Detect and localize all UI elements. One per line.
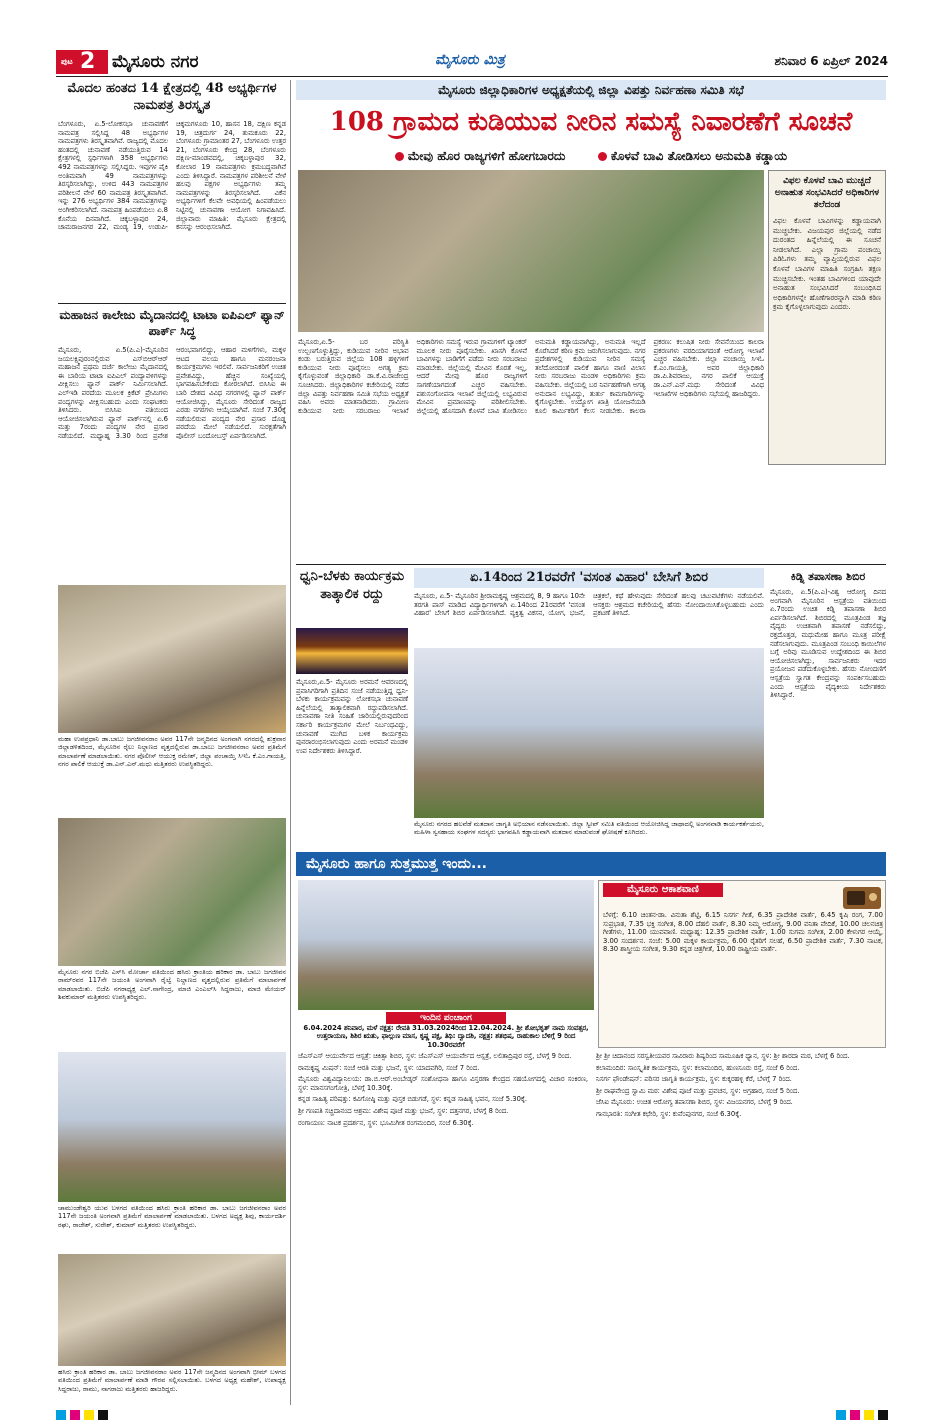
park-headline: ಮಹಾಜನ ಕಾಲೇಜು ಮೈದಾನದಲ್ಲಿ ಟಾಟಾ ಐಪಿಎಲ್ ಫ್ಯಾನ್ ಪಾರ್ಕ್ ಸಿದ್ಧ (59, 308, 285, 338)
borewell-body: ವಿಫಲ ಕೊಳವೆ ಬಾವಿಗಳನ್ನು ಕಡ್ಡಾಯವಾಗಿ ಮುಚ್ಚಬೇಕು. ವಿಜಯಪುರ ಜಿಲ್ಲೆಯಲ್ಲಿ ನಡೆದ ದುರಂತದ ಹಿನ್ನೆಲೆಯಲ್ಲಿ ಈ ಸೂಚನೆ ನೀಡಲಾಗಿದೆ. ಎಲ್ಲಾ ಗ್ರಾಮ ಪಂಚಾಯ್ತಿ ಪಿಡಿಓಗಳು ತಮ್ಮ ವ್ಯಾಪ್ತಿಯಲ್ಲಿರುವ ವಿಫಲ ಕೊಳವೆ ಬಾವಿಗಳ ಮಾಹಿತಿ ಸಂಗ್ರಹಿಸಿ ತಕ್ಷಣ ಮುಚ್ಚಿಸಬೇಕು. ಇಂತಹ ಬಾವಿಗಳಿಂದ ಯಾವುದೇ ಅನಾಹುತ ಸಂಭವಿಸಿದರೆ ಸಂಬಂಧಿಸಿದ ಅಧಿಕಾರಿಗಳನ್ನೇ ಹೊಣೆಗಾರರನ್ನಾಗಿ ಮಾಡಿ ಕಠಿಣ ಕ್ರಮ ಕೈಗೊಳ್ಳಲಾಗುವುದು ಎಂದರು. (773, 217, 881, 312)
lead-body: ಮೈಸೂರು,ಏ.5- ಬರ ಪರಿಸ್ಥಿತಿ ಉಲ್ಬಣಗೊಳ್ಳುತ್ತಿದ್ದು, ಕುಡಿಯುವ ನೀರಿನ ಅಭಾವ ಕಂಡು ಬರುತ್ತಿರುವ ಜಿಲ್ಲೆಯ 108 ಹಳ್ಳಿಗಳಿಗೆ ಕುಡಿಯುವ ನೀರು ಪೂರೈಸಲು ಅಗತ್ಯ ಕ್ರಮ ಕೈಗೊಳ್ಳುವಂತೆ ಜಿಲ್ಲಾಧಿಕಾರಿ ಡಾ.ಕೆ.ವಿ.ರಾಜೇಂದ್ರ ಸೂಚಿಸಿದರು. ಜಿಲ್ಲಾಧಿಕಾರಿಗಳ ಕಚೇರಿಯಲ್ಲಿ ನಡೆದ ಜಿಲ್ಲಾ ವಿಪತ್ತು ನಿರ್ವಹಣಾ ಸಮಿತಿ ಸಭೆಯ ಅಧ್ಯಕ್ಷತೆ ವಹಿಸಿ ಅವರು ಮಾತನಾಡಿದರು. ಗ್ರಾಮೀಣ ಕುಡಿಯುವ ನೀರು ಸರಬರಾಜು ಇಲಾಖೆ ಅಧಿಕಾರಿಗಳು ಸಮಸ್ಯೆ ಇರುವ ಗ್ರಾಮಗಳಿಗೆ ಟ್ಯಾಂಕರ್ ಮೂಲಕ ನೀರು ಪೂರೈಸಬೇಕು. ಖಾಸಗಿ ಕೊಳವೆ ಬಾವಿಗಳನ್ನು ಬಾಡಿಗೆಗೆ ಪಡೆದು ನೀರು ಸರಬರಾಜು ಮಾಡಬೇಕು. ಜಿಲ್ಲೆಯಲ್ಲಿ ಮೇವಿನ ಕೊರತೆ ಇಲ್ಲ, ಆದರೆ ಮೇವು ಹೊರ ರಾಜ್ಯಗಳಿಗೆ ಸಾಗಣೆಯಾಗದಂತೆ ಎಚ್ಚರ ವಹಿಸಬೇಕು. ಪಶುಸಂಗೋಪನಾ ಇಲಾಖೆ ಜಿಲ್ಲೆಯಲ್ಲಿ ಲಭ್ಯವಿರುವ ಮೇವಿನ ಪ್ರಮಾಣವನ್ನು ಪರಿಶೀಲಿಸಬೇಕು. ಜಿಲ್ಲೆಯಲ್ಲಿ ಹೊಸದಾಗಿ ಕೊಳವೆ ಬಾವಿ ತೋಡಿಸಲು ಅನುಮತಿ ಕಡ್ಡಾಯವಾಗಿದ್ದು, ಅನುಮತಿ ಇಲ್ಲದೆ ಕೊರೆಸಿದರೆ ಕಠಿಣ ಕ್ರಮ ಜರುಗಿಸಲಾಗುವುದು. ನಗರ ಪ್ರದೇಶಗಳಲ್ಲಿ ಕುಡಿಯುವ ನೀರಿನ ಸಮಸ್ಯೆ ತಲೆದೋರದಂತೆ ಪಾಲಿಕೆ ಹಾಗೂ ವಾಣಿ ವಿಲಾಸ ನೀರು ಸರಬರಾಜು ಮಂಡಳಿ ಅಧಿಕಾರಿಗಳು ಕ್ರಮ ವಹಿಸಬೇಕು. ಜಿಲ್ಲೆಯಲ್ಲಿ ಬರ ನಿರ್ವಹಣೆಗಾಗಿ ಅಗತ್ಯ ಅನುದಾನ ಲಭ್ಯವಿದ್ದು, ತುರ್ತು ಕಾಮಗಾರಿಗಳನ್ನು ಕೈಗೊಳ್ಳಬೇಕು. ಉದ್ಯೋಗ ಖಾತ್ರಿ ಯೋಜನೆಯಡಿ ಕೂಲಿ ಕಾರ್ಮಿಕರಿಗೆ ಕೆಲಸ ನೀಡಬೇಕು. ಕಾಲರಾ ಪ್ರಕರಣ: ಕಲುಷಿತ ನೀರು ಸೇವನೆಯಿಂದ ಕಾಲರಾ ಪ್ರಕರಣಗಳು ವರದಿಯಾಗದಂತೆ ಆರೋಗ್ಯ ಇಲಾಖೆ ಎಚ್ಚರ ವಹಿಸಬೇಕು. ಜಿಲ್ಲಾ ಪಂಚಾಯ್ತಿ ಸಿಇಓ ಕೆ.ಎಂ.ಗಾಯತ್ರಿ, ಅಪರ ಜಿಲ್ಲಾಧಿಕಾರಿ ಡಾ.ಪಿ.ಶಿವರಾಜು, ನಗರ ಪಾಲಿಕೆ ಆಯುಕ್ತೆ ಡಾ.ಎನ್.ಎನ್.ಮಧು ಸೇರಿದಂತೆ ವಿವಿಧ ಇಲಾಖೆಗಳ ಅಧಿಕಾರಿಗಳು ಸಭೆಯಲ್ಲಿ ಹಾಜರಿದ್ದರು. (298, 338, 764, 415)
listing-item: ಮೈಸೂರು ವಿಶ್ವವಿದ್ಯಾನಿಲಯ: ಡಾ.ಬಿ.ಆರ್.ಅಂಬೇಡ್ಕರ್ ಸಂಶೋಧನಾ ಹಾಗೂ ವಿಸ್ತರಣಾ ಕೇಂದ್ರದ ಸಹಯೋಗದಲ್ಲಿ ವಿಚಾರ ಸಂಕಿರಣ, ಸ್ಥಳ: ಮಾನಸಗಂಗೋತ್ರಿ, ಬೆಳಗ್ಗೆ 10.30ಕ್ಕೆ. (298, 1075, 588, 1092)
listings-right (596, 1052, 886, 1404)
issue-date: ಶನಿವಾರ 6 ಏಪ್ರಿಲ್ 2024 (774, 54, 888, 68)
panchanga-box (298, 1012, 594, 1048)
listing-item: ಕಲಾಮಂದಿರ: ಸಾಂಸ್ಕೃತಿಕ ಕಾರ್ಯಕ್ರಮ, ಸ್ಥಳ: ಕಲಾಮಂದಿರ, ಹುಣಸೂರು ರಸ್ತೆ, ಸಂಜೆ 6 ರಿಂದ. (596, 1063, 800, 1072)
bullet-dot-icon (395, 152, 404, 161)
lightshow-headline: ಧ್ವನಿ-ಬೆಳಕು ಕಾರ್ಯಕ್ರಮ ತಾತ್ಕಾಲಿಕ ರದ್ದು (299, 569, 405, 602)
listing-item: ಜೆಎಸ್‌ಎಸ್ ಆಯುರ್ವೇದ ಆಸ್ಪತ್ರೆ: ಚಿಕಿತ್ಸಾ ಶಿಬಿರ, ಸ್ಥಳ: ಜೆಎಸ್‌ಎಸ್ ಆಯುರ್ವೇದ ಆಸ್ಪತ್ರೆ, ಲಲಿತಾದ್ರಿಪುರ ರಸ್ತೆ, ಬೆಳಗ್ಗೆ 9 ರಿಂದ. (298, 1052, 572, 1060)
listing-item: ನಿಸರ್ಗ ಫೌಂಡೇಷನ್: ಪರಿಸರ ಜಾಗೃತಿ ಕಾರ್ಯಕ್ರಮ, ಸ್ಥಳ: ಕುಕ್ಕರಹಳ್ಳಿ ಕೆರೆ, ಬೆಳಗ್ಗೆ 7 ರಿಂದ. (596, 1075, 792, 1084)
borewell-sidebar (768, 170, 886, 465)
registration-magenta (70, 1410, 80, 1420)
registration-cyan (836, 1410, 846, 1420)
photo-statue-4 (58, 1254, 286, 1366)
camp-headline: ಏ.14ರಿಂದ 21ರವರೆಗೆ 'ವಸಂತ ವಿಹಾರ' ಬೇಸಿಗೆ ಶಿಬಿರ (414, 568, 764, 588)
section-title: ಮೈಸೂರು ನಗರ (112, 52, 199, 72)
caption-statue-1: ಮಹಾ ಉಪಪ್ರಧಾನಿ ಡಾ.ಬಾಬು ಜಗಜೀವನರಾಂ ಅವರ 117ನೇ ಜನ್ಮದಿನದ ಅಂಗವಾಗಿ ನಗರದಲ್ಲಿ ಶುಕ್ರವಾರ ಜಿಲ್ಲಾಡಳಿತದಿಂದ, ಮೈಸೂರಿನ ರೈಲು ನಿಲ್ದಾಣದ ವೃತ್ತದಲ್ಲಿರುವ ಡಾ.ಬಾಬು ಜಗಜೀವನರಾಂ ಅವರ ಪ್ರತಿಮೆಗೆ ಮಾಲಾರ್ಪಣೆ ಮಾಡಲಾಯಿತು. ನಗರ ಪೊಲೀಸ್ ಆಯುಕ್ತ ರಮೇಶ್, ಜಿಲ್ಲಾ ಪಂಚಾಯ್ತಿ ಸಿಇಓ ಕೆ.ಎಂ.ಗಾಯತ್ರಿ, ನಗರ ಪಾಲಿಕೆ ಆಯುಕ್ತೆ ಡಾ.ಎನ್.ಎನ್.ಮಧು ಮತ್ತಿತರರು ಉಪಸ್ಥಿತರಿದ್ದರು. (58, 735, 286, 769)
caption-statue-2: ಮೈಸೂರು ನಗರ ಬಿಜೆಪಿ ಎಸ್‌ಸಿ ಮೋರ್ಚಾ ವತಿಯಿಂದ ಹಸಿರು ಕ್ರಾಂತಿಯ ಹರಿಕಾರ ಡಾ. ಬಾಬು ಜಗಜೀವನ ರಾಮ್‌ರವರ 117ನೇ ಜಯಂತಿ ಅಂಗವಾಗಿ ರೈಲ್ವೆ ನಿಲ್ದಾಣದ ವೃತ್ತದಲ್ಲಿರುವ ಪ್ರತಿಮೆಗೆ ಮಾಲಾರ್ಪಣೆ ಮಾಡಲಾಯಿತು. ಬಿಜೆಪಿ ನಗರಾಧ್ಯಕ್ಷ ಎಲ್.ನಾಗೇಂದ್ರ, ಮಾಜಿ ಎಂಎಲ್‌ಸಿ ಸಿದ್ದರಾಜು, ಮಾಜಿ ಮೇಯರ್ ಶಿವಕುಮಾರ್ ಮತ್ತಿತರರು ಉಪಸ್ಥಿತರಿದ್ದರು. (58, 968, 286, 1002)
column-separator (290, 80, 291, 1405)
voter-awareness-caption: ಮೈಸೂರು ನಗರದ ಹಲವೆಡೆ ಮತದಾನ ಜಾಗೃತಿ ಅಭಿಯಾನ ನಡೆಸಲಾಯಿತು. ಜಿಲ್ಲಾ ಸ್ವೀಪ್ ಸಮಿತಿ ವತಿಯಿಂದ ಆಯೋಜಿಸಿದ್ದ ಜಾಥಾದಲ್ಲಿ ಅಂಗನವಾಡಿ ಕಾರ್ಯಕರ್ತೆಯರು, ಮಹಿಳಾ ಸ್ವಸಹಾಯ ಸಂಘಗಳ ಸದಸ್ಯರು ಭಾಗವಹಿಸಿ ಕಡ್ಡಾಯವಾಗಿ ಮತದಾನ ಮಾಡುವಂತೆ ಘೋಷಣೆ ಕೂಗಿದರು. (414, 820, 764, 837)
lead-kicker: ಮೈಸೂರು ಜಿಲ್ಲಾಧಿಕಾರಿಗಳ ಅಧ್ಯಕ್ಷತೆಯಲ್ಲಿ ಜಿಲ್ಲಾ ವಿಪತ್ತು ನಿರ್ವಹಣಾ ಸಮಿತಿ ಸಭೆ (296, 80, 886, 100)
kidney-camp-body: ಮೈಸೂರು, ಏ.5(ಪಿ.ಎ)-ವಿಶ್ವ ಆರೋಗ್ಯ ದಿನದ ಅಂಗವಾಗಿ ಮೈಸೂರಿನ ಆಸ್ಪತ್ರೆಯ ವತಿಯಿಂದ ಏ.7ರಂದು ಉಚಿತ ಕಿಡ್ನಿ ತಪಾಸಣಾ ಶಿಬಿರ ಏರ್ಪಡಿಸಲಾಗಿದೆ. ಶಿಬಿರದಲ್ಲಿ ಮೂತ್ರಪಿಂಡ ತಜ್ಞ ವೈದ್ಯರು ಉಚಿತವಾಗಿ ತಪಾಸಣೆ ನಡೆಸಲಿದ್ದು, ರಕ್ತದೊತ್ತಡ, ಮಧುಮೇಹ ಹಾಗೂ ಮೂತ್ರ ಪರೀಕ್ಷೆ ನಡೆಸಲಾಗುವುದು. ಮೂತ್ರಪಿಂಡ ಸಂಬಂಧಿ ಕಾಯಿಲೆಗಳ ಬಗ್ಗೆ ಅರಿವು ಮೂಡಿಸುವ ಉದ್ದೇಶದಿಂದ ಈ ಶಿಬಿರ ಆಯೋಜಿಸಲಾಗಿದ್ದು, ಸಾರ್ವಜನಿಕರು ಇದರ ಪ್ರಯೋಜನ ಪಡೆದುಕೊಳ್ಳಬೇಕು. ಹೆಸರು ನೋಂದಣಿಗೆ ಆಸ್ಪತ್ರೆಯ ಸ್ವಾಗತ ಕೇಂದ್ರವನ್ನು ಸಂಪರ್ಕಿಸಬಹುದು ಎಂದು ಆಸ್ಪತ್ರೆಯ ವೈದ್ಯಕೀಯ ನಿರ್ದೇಶಕರು ತಿಳಿಸಿದ್ದಾರೆ. (770, 588, 886, 700)
voter-awareness-photo (414, 648, 764, 818)
registration-yellow (84, 1410, 94, 1420)
lead-bullet-1: ಮೇವು ಹೊರ ರಾಜ್ಯಗಳಿಗೆ ಹೋಗಬಾರದು (395, 149, 566, 163)
radio-title: ಮೈಸೂರು ಆಕಾಶವಾಣಿ (603, 883, 723, 897)
paper-name: ಮೈಸೂರು ಮಿತ್ರ (435, 52, 505, 68)
radio-body: ಬೆಳಗ್ಗೆ: 6.10 ಚಿಂತನ-ಡಾ. ವಿನುತಾ ಶೆಟ್ಟಿ, 6.15 ನಿಸರ್ಗ ಗೀತೆ, 6.35 ಪ್ರಾದೇಶಿಕ ವಾರ್ತೆ, 6.45 ಕೃಷಿ ರಂಗ, 7.00 ಸುಪ್ರಭಾತ, 7.35 ಭಕ್ತಿ ಸಂಗೀತ, 8.00 ದೆಹಲಿ ವಾರ್ತೆ, 8.30 ನಿಮ್ಮ ಆರೋಗ್ಯ, 9.00 ವನಿತಾ ವೇದಿಕೆ, 10.00 ಚಲನಚಿತ್ರ ಗೀತೆಗಳು, 11.00 ಯುವವಾಣಿ. ಮಧ್ಯಾಹ್ನ: 12.35 ಪ್ರಾದೇಶಿಕ ವಾರ್ತೆ, 1.00 ಸುಗಮ ಸಂಗೀತ, 2.00 ಕೇಳುಗರ ಆಯ್ಕೆ, 3.00 ಸಂದರ್ಶನ. ಸಂಜೆ: 5.00 ಮಕ್ಕಳ ಕಾರ್ಯಕ್ರಮ, 6.00 ರೈತರಿಗೆ ಸಲಹೆ, 6.50 ಪ್ರಾದೇಶಿಕ ವಾರ್ತೆ, 7.30 ನಾಟಕ, 8.30 ಶಾಸ್ತ್ರೀಯ ಸಂಗೀತ, 9.30 ಕನ್ನಡ ಚಿತ್ರಗೀತೆ, 10.00 ರಾಷ್ಟ್ರೀಯ ವಾರ್ತೆ. (603, 911, 883, 954)
listing-item: ಶ್ರೀ ಗಣಪತಿ ಸಚ್ಚಿದಾನಂದ ಆಶ್ರಮ: ವಿಶೇಷ ಪೂಜೆ ಮತ್ತು ಭಜನೆ, ಸ್ಥಳ: ದತ್ತನಗರ, ಬೆಳಗ್ಗೆ 8 ರಿಂದ. (298, 1106, 509, 1115)
bullet-dot-icon (598, 152, 607, 161)
caption-statue-3: ಚಾಮುಂಡೇಶ್ವರಿ ಯುವ ಬಳಗದ ವತಿಯಿಂದ ಹಸಿರು ಕ್ರಾಂತಿ ಹರಿಕಾರ ಡಾ. ಬಾಬು ಜಗಜೀವನರಾಂ ಅವರ 117ನೇ ಜಯಂತಿ ಅಂಗವಾಗಿ ಪ್ರತಿಮೆಗೆ ಮಾಲಾರ್ಪಣೆ ಮಾಡಲಾಯಿತು. ಬಳಗದ ಅಧ್ಯಕ್ಷ ಶಿವು, ಕಾರ್ಯದರ್ಶಿ ರಘು, ರಾಜೇಶ್, ಸುರೇಶ್, ಕುಮಾರ್ ಮತ್ತಿತರರು ಉಪಸ್ಥಿತರಿದ್ದರು. (58, 1204, 286, 1229)
borewell-title: ವಿಫಲ ಕೊಳವೆ ಬಾವಿ ಮುಚ್ಚದೆ ಅನಾಹುತ ಸಂಭವಿಸಿದರೆ ಅಧಿಕಾರಿಗಳ ತಲೆದಂಡ (774, 176, 880, 210)
photo-statue-2 (58, 818, 286, 966)
today-banner: ಮೈಸೂರು ಹಾಗೂ ಸುತ್ತಮುತ್ತ ಇಂದು... (296, 852, 886, 876)
listing-item: ರಾಮಕೃಷ್ಣ ಮಿಷನ್: ಸಂಜೆ ಆರತಿ ಮತ್ತು ಭಜನೆ, ಸ್ಥಳ: ಯಾದವಗಿರಿ, ಸಂಜೆ 7 ರಿಂದ. (298, 1063, 480, 1072)
registration-black (878, 1410, 888, 1420)
meeting-photo (298, 170, 764, 332)
panchanga-title: ಇಂದಿನ ಪಂಚಾಂಗ (386, 1012, 506, 1024)
photo-statue-3 (58, 1052, 286, 1202)
masthead-rule (56, 76, 888, 77)
photo-statue-1 (58, 585, 286, 733)
page-label: ಪುಟ (61, 57, 73, 66)
registration-black (98, 1410, 108, 1420)
lightshow-body: ಮೈಸೂರು,ಏ.5- ಮೈಸೂರು ಅರಮನೆ ಆವರಣದಲ್ಲಿ ಪ್ರವಾಸಿಗರಿಗಾಗಿ ಪ್ರತಿದಿನ ಸಂಜೆ ನಡೆಯುತ್ತಿದ್ದ ಧ್ವನಿ-ಬೆಳಕು ಕಾರ್ಯಕ್ರಮವನ್ನು ಲೋಕಸಭಾ ಚುನಾವಣೆ ಹಿನ್ನೆಲೆಯಲ್ಲಿ ತಾತ್ಕಾಲಿಕವಾಗಿ ರದ್ದುಪಡಿಸಲಾಗಿದೆ. ಚುನಾವಣಾ ನೀತಿ ಸಂಹಿತೆ ಜಾರಿಯಲ್ಲಿರುವುದರಿಂದ ಸರ್ಕಾರಿ ಕಾರ್ಯಕ್ರಮಗಳ ಮೇಲೆ ನಿರ್ಬಂಧವಿದ್ದು, ಚುನಾವಣೆ ಮುಗಿದ ಬಳಿಕ ಕಾರ್ಯಕ್ರಮ ಪುನರಾರಂಭಿಸಲಾಗುವುದು ಎಂದು ಅರಮನೆ ಮಂಡಳಿ ಉಪ ನಿರ್ದೇಶಕರು ತಿಳಿಸಿದ್ದಾರೆ. (296, 678, 408, 755)
registration-cyan (56, 1410, 66, 1420)
park-body: ಮೈಸೂರು, ಏ.5(ಪಿ.ಎ)-ಮೈಸೂರಿನ ಜಯಲಕ್ಷ್ಮಿಪುರಂನಲ್ಲಿರುವ ಎಸ್‌ಬಿಆರ್‌ಆರ್ ಮಹಾಜನ ಪ್ರಥಮ ದರ್ಜೆ ಕಾಲೇಜು ಮೈದಾನದಲ್ಲಿ ಈ ಬಾರಿಯ ಟಾಟಾ ಐಪಿಎಲ್ ಪಂದ್ಯಾವಳಿಗಳನ್ನು ವೀಕ್ಷಿಸಲು ಫ್ಯಾನ್ ಪಾರ್ಕ್ ನಿರ್ಮಿಸಲಾಗಿದೆ. ಎಲ್‌ಇಡಿ ಪರದೆಯ ಮೂಲಕ ಕ್ರಿಕೆಟ್ ಪ್ರೇಮಿಗಳು ಪಂದ್ಯಗಳನ್ನು ವೀಕ್ಷಿಸಬಹುದು ಎಂದು ಸಂಘಟಕರು ತಿಳಿಸಿದರು. ಬಿಸಿಸಿಐ ವತಿಯಿಂದ ಆಯೋಜಿಸಲಾಗಿರುವ ಫ್ಯಾನ್ ಪಾರ್ಕ್‌ನಲ್ಲಿ ಏ.6 ಮತ್ತು 7ರಂದು ಪಂದ್ಯಗಳ ನೇರ ಪ್ರಸಾರ ನಡೆಯಲಿದೆ. ಮಧ್ಯಾಹ್ನ 3.30 ರಿಂದ ಪ್ರವೇಶ ಆರಂಭವಾಗಲಿದ್ದು, ಆಹಾರ ಮಳಿಗೆಗಳು, ಮಕ್ಕಳ ಆಟದ ವಲಯ ಹಾಗೂ ಮನರಂಜನಾ ಕಾರ್ಯಕ್ರಮಗಳು ಇರಲಿವೆ. ಸಾರ್ವಜನಿಕರಿಗೆ ಉಚಿತ ಪ್ರವೇಶವಿದ್ದು, ಹೆಚ್ಚಿನ ಸಂಖ್ಯೆಯಲ್ಲಿ ಭಾಗವಹಿಸಬೇಕೆಂದು ಕೋರಲಾಗಿದೆ. ಬಿಸಿಸಿಐ ಈ ಬಾರಿ ದೇಶದ ವಿವಿಧ ನಗರಗಳಲ್ಲಿ ಫ್ಯಾನ್ ಪಾರ್ಕ್ ಆಯೋಜಿಸಿದ್ದು, ಮೈಸೂರು ಸೇರಿದಂತೆ ರಾಜ್ಯದ ಎರಡು ನಗರಗಳು ಆಯ್ಕೆಯಾಗಿವೆ. ಸಂಜೆ 7.30ಕ್ಕೆ ನಡೆಯಲಿರುವ ಪಂದ್ಯದ ನೇರ ಪ್ರಸಾರ ದೊಡ್ಡ ಪರದೆಯ ಮೇಲೆ ನಡೆಯಲಿದೆ. ಸುರಕ್ಷತೆಗಾಗಿ ಪೊಲೀಸ್ ಬಂದೋಬಸ್ತ್ ಏರ್ಪಡಿಸಲಾಗಿದೆ. (58, 346, 286, 440)
kidney-camp-headline: ಕಿಡ್ನಿ ತಪಾಸಣಾ ಶಿಬಿರ (790, 570, 866, 583)
lead-bullets (296, 146, 886, 166)
listing-item: ಶ್ರೀ ರಾಘವೇಂದ್ರ ಸ್ವಾಮಿ ಮಠ: ವಿಶೇಷ ಪೂಜೆ ಮತ್ತು ಪ್ರವಚನ, ಸ್ಥಳ: ಅಗ್ರಹಾರ, ಸಂಜೆ 5 ರಿಂದ. (596, 1086, 800, 1095)
caption-statue-4: ಹಸಿರು ಕ್ರಾಂತಿ ಹರಿಕಾರ ಡಾ. ಬಾಬು ಜಗಜೀವನರಾಂ ಅವರ 117ನೇ ಜನ್ಮದಿನದ ಅಂಗವಾಗಿ ಭೀಮ್ ಬಳಗದ ವತಿಯಿಂದ ಪ್ರತಿಮೆಗೆ ಮಾಲಾರ್ಪಣೆ ಮಾಡಿ ಗೌರವ ಸಲ್ಲಿಸಲಾಯಿತು. ಬಳಗದ ಅಧ್ಯಕ್ಷ ಮಹೇಶ್, ಉಪಾಧ್ಯಕ್ಷ ಸಿದ್ದರಾಜು, ರಾಮು, ನಾಗರಾಜು ಮತ್ತಿತರರು ಹಾಜರಿದ್ದರು. (58, 1368, 286, 1393)
camp-body: ಮೈಸೂರು, ಏ.5- ಮೈಸೂರಿನ ಶ್ರೀರಾಮಕೃಷ್ಣ ಆಶ್ರಮದಲ್ಲಿ 8, 9 ಹಾಗೂ 10ನೇ ತರಗತಿ ಪಾಸ್ ಮಾಡಿದ ವಿದ್ಯಾರ್ಥಿಗಳಿಗಾಗಿ ಏ.14ರಿಂದ 21ರವರೆಗೆ 'ವಸಂತ ವಿಹಾರ' ಬೇಸಿಗೆ ಶಿಬಿರ ಏರ್ಪಡಿಸಲಾಗಿದೆ. ವ್ಯಕ್ತಿತ್ವ ವಿಕಸನ, ಯೋಗ, ಭಜನೆ, ಚಿತ್ರಕಲೆ, ಕಥೆ ಹೇಳುವುದು ಸೇರಿದಂತೆ ಹಲವು ಚಟುವಟಿಕೆಗಳು ನಡೆಯಲಿವೆ. ಆಸಕ್ತರು ಆಶ್ರಮದ ಕಚೇರಿಯಲ್ಲಿ ಹೆಸರು ನೋಂದಾಯಿಸಿಕೊಳ್ಳಬಹುದು ಎಂದು ಪ್ರಕಟಣೆ ತಿಳಿಸಿದೆ. (414, 592, 764, 618)
lead-body-right (768, 470, 886, 560)
palace-night-photo (296, 628, 408, 674)
listing-item: ಜೆಸಿಐ ಮೈಸೂರು: ಉಚಿತ ಆರೋಗ್ಯ ತಪಾಸಣಾ ಶಿಬಿರ, ಸ್ಥಳ: ವಿಜಯನಗರ, ಬೆಳಗ್ಗೆ 9 ರಿಂದ. (596, 1098, 793, 1107)
lead-headline: 108 ಗ್ರಾಮದ ಕುಡಿಯುವ ನೀರಿನ ಸಮಸ್ಯೆ ನಿವಾರಣೆಗೆ ಸೂಚನೆ (329, 107, 853, 137)
masthead (56, 50, 888, 74)
listing-item: ಶ್ರೀ ಶ್ರೀ ಚಿದಾನಂದ ಸರಸ್ವತೀಯವರ ಸಾವಿರಾರು ಶಿಷ್ಯರಿಂದ ಸಾಮೂಹಿಕ ಧ್ಯಾನ, ಸ್ಥಳ: ಶ್ರೀ ಶಾರದಾ ಮಠ, ಬೆಳಗ್ಗೆ 6 ರಿಂದ. (596, 1052, 850, 1060)
listing-item: ಗಾನಭಾರತಿ: ಸಂಗೀತ ಕಛೇರಿ, ಸ್ಥಳ: ಕುವೆಂಪುನಗರ, ಸಂಜೆ 6.30ಕ್ಕೆ. (596, 1109, 742, 1118)
listings-left (298, 1052, 588, 1404)
radio-box (598, 880, 886, 1048)
panchanga-body: 6.04.2024 ಶನಿವಾರ, ಮಳೆ ನಕ್ಷತ್ರ: ರೇವತಿ 31.03.2024ರಿಂದ 12.04.2024. ಶ್ರೀ ಶೋಭಕೃತ್ ನಾಮ ಸಂವತ್ಸರ, ಉತ್ತರಾಯಣ, ಶಿಶಿರ ಋತು, ಫಾಲ್ಗುಣ ಮಾಸ, ಕೃಷ್ಣ ಪಕ್ಷ, ತಿಥಿ: ದ್ವಾದಶಿ, ನಕ್ಷತ್ರ: ಶತಭಿಷ, ರಾಹುಕಾಲ ಬೆಳಿಗ್ಗೆ 9 ರಿಂದ 10.30ರವರೆಗೆ (303, 1024, 589, 1048)
registration-yellow (864, 1410, 874, 1420)
nomination-headline: ಮೊದಲ ಹಂತದ 14 ಕ್ಷೇತ್ರದಲ್ಲಿ 48 ಅಭ್ಯರ್ಥಿಗಳ ನಾಮಪತ್ರ ತಿರಸ್ಕೃತ (67, 81, 277, 113)
radio-icon (843, 887, 881, 909)
left-divider-1 (58, 303, 286, 304)
page-number: 2 (80, 50, 96, 74)
mid-divider (296, 564, 886, 565)
page-number-box (56, 50, 108, 74)
listing-item: ಕನ್ನಡ ಸಾಹಿತ್ಯ ಪರಿಷತ್ತು: ಕವಿಗೋಷ್ಠಿ ಮತ್ತು ಪುಸ್ತಕ ಬಿಡುಗಡೆ, ಸ್ಥಳ: ಕನ್ನಡ ಸಾಹಿತ್ಯ ಭವನ, ಸಂಜೆ 5.30ಕ್ಕೆ. (298, 1095, 528, 1104)
registration-magenta (850, 1410, 860, 1420)
lead-bullet-2: ಕೊಳವೆ ಬಾವಿ ತೋಡಿಸಲು ಅನುಮತಿ ಕಡ್ಡಾಯ (598, 149, 787, 163)
palace-day-photo (298, 880, 594, 1010)
listing-item: ರಂಗಾಯಣ: ನಾಟಕ ಪ್ರದರ್ಶನ, ಸ್ಥಳ: ಭೂಮಿಗೀತ ರಂಗಮಂದಿರ, ಸಂಜೆ 6.30ಕ್ಕೆ. (298, 1118, 474, 1127)
nomination-body: ಬೆಂಗಳೂರು, ಏ.5-ಲೋಕಸಭಾ ಚುನಾವಣೆಗೆ ನಾಮಪತ್ರ ಸಲ್ಲಿಸಿದ್ದ 48 ಅಭ್ಯರ್ಥಿಗಳ ನಾಮಪತ್ರಗಳು ತಿರಸ್ಕೃತವಾಗಿವೆ. ರಾಜ್ಯದಲ್ಲಿ ಮೊದಲ ಹಂತದಲ್ಲಿ ಚುನಾವಣೆ ನಡೆಯುತ್ತಿರುವ 14 ಕ್ಷೇತ್ರಗಳಲ್ಲಿ ಸ್ಪರ್ಧಿಗಳಾಗಿ 358 ಅಭ್ಯರ್ಥಿಗಳು 492 ನಾಮಪತ್ರಗಳನ್ನು ಸಲ್ಲಿಸಿದ್ದರು. ಇವುಗಳ ಪೈಕಿ ಅಂತಿಮವಾಗಿ 49 ನಾಮಪತ್ರಗಳನ್ನು ತಿರಸ್ಕರಿಸಲಾಗಿದ್ದು, ಉಳಿದ 443 ನಾಮಪತ್ರಗಳ ಪರಿಶೀಲನೆ ವೇಳೆ 60 ನಾಮಪತ್ರ ತಿರಸ್ಕೃತವಾಗಿವೆ. ಇನ್ನು 276 ಅಭ್ಯರ್ಥಿಗಳ 384 ನಾಮಪತ್ರಗಳನ್ನು ಅಂಗೀಕರಿಸಲಾಗಿದೆ. ನಾಮಪತ್ರ ಹಿಂಪಡೆಯಲು ಏ.8 ಕೊನೆಯ ದಿನವಾಗಿದೆ. ಚಿಕ್ಕಬಳ್ಳಾಪುರ 24, ಚಾಮರಾಜನಗರ 22, ಮಂಡ್ಯ 19, ಉಡುಪಿ-ಚಿಕ್ಕಮಗಳೂರು 10, ಹಾಸನ 18, ದಕ್ಷಿಣ ಕನ್ನಡ 19, ಚಿತ್ರದುರ್ಗ 24, ತುಮಕೂರು 22, ಬೆಂಗಳೂರು ಗ್ರಾಮಾಂತರ 27, ಬೆಂಗಳೂರು ಉತ್ತರ 21, ಬೆಂಗಳೂರು ಕೇಂದ್ರ 28, ಬೆಂಗಳೂರು ದಕ್ಷಿಣ-ಮಾಂಡವದಲ್ಲಿ, ಚಿಕ್ಕಬಳ್ಳಾಪುರ 32, ಕೋಲಾರ 19 ನಾಮಪತ್ರಗಳು ಕ್ರಮಬದ್ಧವಾಗಿವೆ ಎಂದು ತಿಳಿಸಿದ್ದಾರೆ. ನಾಮಪತ್ರಗಳ ಪರಿಶೀಲನೆ ವೇಳೆ ಹಲವು ಪಕ್ಷಗಳ ಅಭ್ಯರ್ಥಿಗಳು ತಮ್ಮ ನಾಮಪತ್ರಗಳನ್ನು ತಿರಸ್ಕರಿಸಲಾಗಿದೆ. ವಿಕೆನ ಅಭ್ಯರ್ಥಿಗಳಿಗೆ ಕೆಲವೇ ಅವಧಿಯಲ್ಲಿ ಹಿಂಪಡೆಯಲು ನಿಟ್ಟಿನಲ್ಲಿ ಚುನಾವಣಾ ಆಯೋಗ ನಿಗಾವಹಿಸಿದೆ. ಜಿಲ್ಲಾವಾರು ಮಾಹಿತಿ: ಮೈಸೂರು ಕ್ಷೇತ್ರದಲ್ಲಿ ಕನಸನ್ನು ಆರಂಭಿಸಲಾಗಿದೆ. (58, 120, 286, 232)
